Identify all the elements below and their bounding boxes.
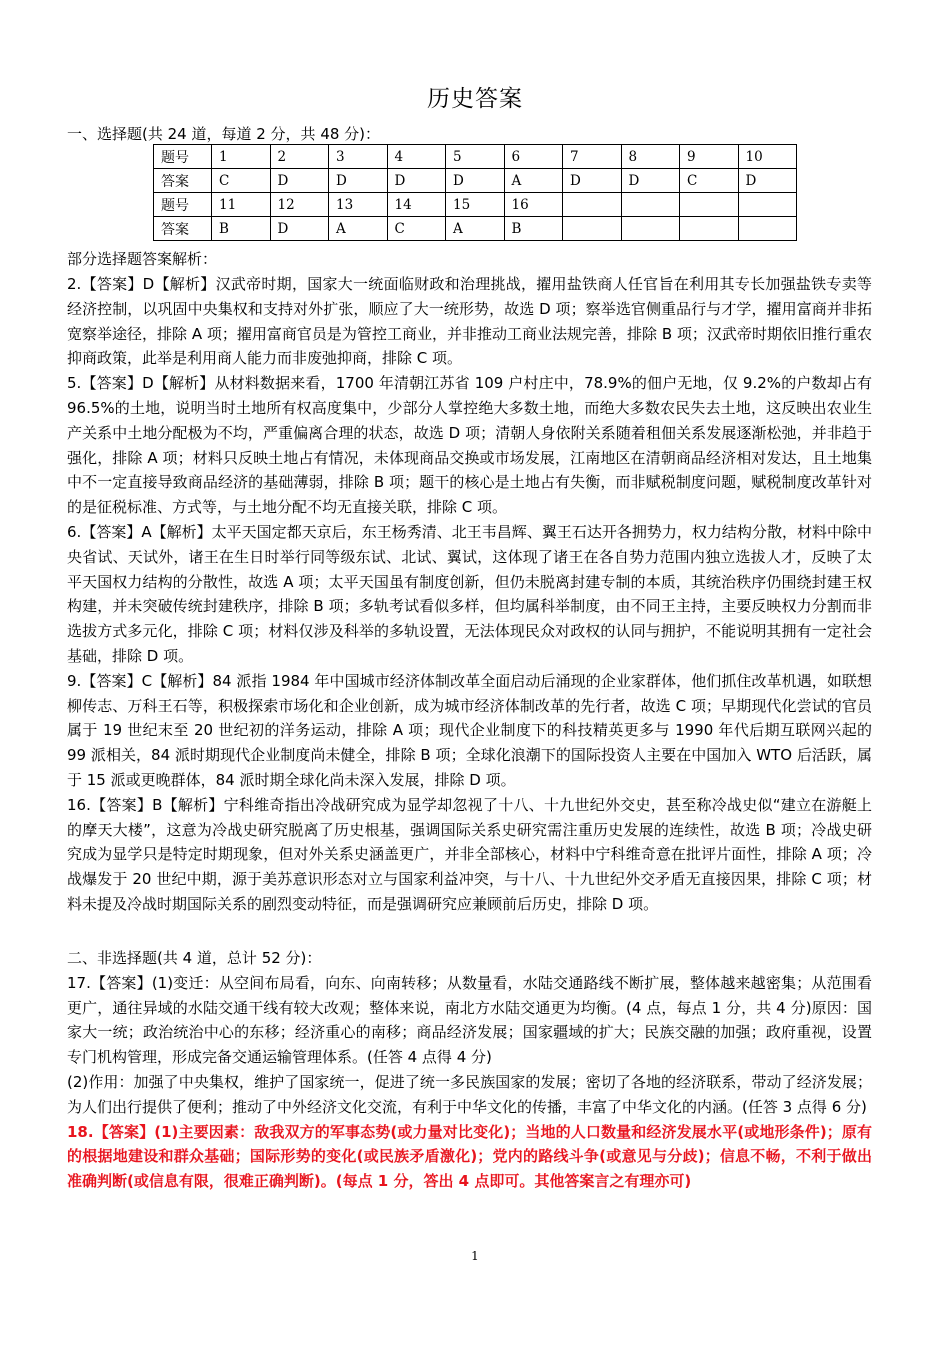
answer-table-cell: D (270, 217, 329, 241)
answer-table-cell (738, 217, 797, 241)
answer-table-cell (680, 217, 739, 241)
answer-table-cell (563, 217, 622, 241)
answer-table-cell: B (212, 217, 271, 241)
answer-table-cell: 15 (446, 193, 505, 217)
answer-table-cell: A (446, 217, 505, 241)
answer-table-cell: 6 (504, 145, 563, 169)
answer-table-row-label: 答案 (154, 217, 212, 241)
analysis-q5: 5.【答案】D【解析】从材料数据来看，1700 年清朝江苏省 109 户村庄中，78.9%的佃户无地，仅 9.2%的户数却占有 96.5%的土地，说明当时土地所有权高度集中，少部分人掌控绝大多数土地，而绝大多数农民失去土地，这反映出农业生产关系中土地分配极为不均，严重偏离合理的状态，故选 D 项；清朝人身依附关系随着租佃关系发展逐渐松弛，并非趋于强化，排除 A 项；材料只反映土地占有情况，未体现商品交换或市场发展，江南地区在清朝商品经济相对发达，且土地集中不一定直接导致商品经济的基础薄弱，排除 B 项；题干的核心是土地占有失衡，而非赋税制度问题，赋税制度改革针对的是征税标准、方式等，与土地分配不均无直接关联，排除 C 项。 (67, 374, 872, 517)
answer-table-row (154, 193, 797, 217)
answer-table-cell (563, 193, 622, 217)
answer-table-cell: 9 (680, 145, 739, 169)
section2-heading: 二、非选择题(共 4 道，总计 52 分)： (67, 949, 322, 967)
answer-table-cell (738, 193, 797, 217)
answer-table-cell: 7 (563, 145, 622, 169)
analysis-heading: 部分选择题答案解析： (67, 250, 218, 268)
answer-table-cell: 11 (212, 193, 271, 217)
answer-table (153, 144, 797, 241)
answer-table-cell: 12 (270, 193, 329, 217)
answer-table-cell: 8 (621, 145, 680, 169)
answer-table-cell: B (504, 217, 563, 241)
analysis-q16: 16.【答案】B【解析】宁科维奇指出冷战研究成为显学却忽视了十八、十九世纪外交史，甚至称冷战史似“建立在游艇上的摩天大楼”，这意为冷战史研究脱离了历史根基，强调国际关系史研究需注重历史发展的连续性，故选 B 项；冷战史研究成为显学只是特定时期现象，但对外关系史涵盖更广，并非全部核心，材料中宁科维奇意在批评片面性，排除 A 项；冷战爆发于 20 世纪中期，源于美苏意识形态对立与国家利益冲突，与十八、十九世纪外交矛盾无直接因果，排除 C 项；材料未提及冷战时期国际关系的剧烈变动特征，而是强调研究应兼顾前后历史，排除 D 项。 (67, 795, 872, 913)
answer-q18: 18.【答案】(1)主要因素：敌我双方的军事态势(或力量对比变化)；当地的人口数量和经济发展水平(或地形条件)；原有的根据地建设和群众基础；国际形势的变化(或民族矛盾激化)；党内的路线斗争(或意见与分歧)；信息不畅，不利于做出准确判断(或信息有限，很难正确判断)。(每点 1 分，答出 4 点即可。其他答案言之有理亦可) (67, 1122, 872, 1191)
answer-table-cell: D (563, 169, 622, 193)
answer-table-cell: 5 (446, 145, 505, 169)
answer-q17-part2: (2)作用：加强了中央集权，维护了国家统一，促进了统一多民族国家的发展；密切了各地的经济联系，带动了经济发展；为人们出行提供了便利；推动了中外经济文化交流，有利于中华文化的传播，丰富了中华文化的内涵。(任答 3 点得 6 分) (67, 1072, 872, 1116)
answer-table-row-label: 答案 (154, 169, 212, 193)
answer-table-cell: C (680, 169, 739, 193)
answer-table-row (154, 145, 797, 169)
answer-table-cell: 14 (387, 193, 446, 217)
analysis-q9: 9.【答案】C【解析】84 派指 1984 年中国城市经济体制改革全面启动后涌现的企业家群体，他们抓住改革机遇，如联想柳传志、万科王石等，积极探索市场化和企业创新，成为城市经济体制改革的先行者，故选 C 项；早期现代化尝试的官员属于 19 世纪末至 20 世纪初的洋务运动，排除 A 项；现代企业制度下的科技精英更多与 1990 年代后期互联网兴起的 99 派相关，84 派时期现代企业制度尚未健全，排除 B 项；全球化浪潮下的国际投资人主要在中国加入 WTO 后活跃，属于 15 派或更晚群体，84 派时期全球化尚未深入发展，排除 D 项。 (67, 671, 872, 789)
answer-table-cell: D (621, 169, 680, 193)
answer-table-row (154, 217, 797, 241)
answer-table-cell: C (387, 217, 446, 241)
answer-table-cell: 16 (504, 193, 563, 217)
answer-table-cell: D (446, 169, 505, 193)
answer-table-cell: 2 (270, 145, 329, 169)
answer-table-row-label: 题号 (154, 145, 212, 169)
answer-table-cell: A (504, 169, 563, 193)
answer-table-cell: 4 (387, 145, 446, 169)
answer-table-cell (621, 193, 680, 217)
answer-table-cell: D (329, 169, 388, 193)
section1-heading: 一、选择题(共 24 道，每道 2 分，共 48 分)： (67, 125, 381, 143)
answer-table-cell: 10 (738, 145, 797, 169)
answer-table-row (154, 169, 797, 193)
answer-table-cell: D (738, 169, 797, 193)
answer-table-cell: 1 (212, 145, 271, 169)
answer-table-cell: A (329, 217, 388, 241)
page-number: 1 (471, 1249, 479, 1263)
answer-table-cell: C (212, 169, 271, 193)
answer-table-cell: D (270, 169, 329, 193)
answer-table-cell (680, 193, 739, 217)
answer-table-cell: D (387, 169, 446, 193)
analysis-block (67, 272, 872, 917)
answer-table-cell: 3 (329, 145, 388, 169)
answer-q17-part1: 17.【答案】(1)变迁：从空间布局看，向东、向南转移；从数量看，水陆交通路线不断扩展，整体越来越密集；从范围看更广，通往异域的水陆交通干线有较大改观；整体来说，南北方水陆交通更为均衡。(4 点，每点 1 分，共 4 分)原因：国家大一统；政治统治中心的东移；经济重心的南移；商品经济发展；国家疆域的扩大；民族交融的加强；政府重视，设置专门机构管理，形成完备交通运输管理体系。(任答 4 点得 4 分) (67, 973, 872, 1067)
answer-table-cell: 13 (329, 193, 388, 217)
answer-table-cell (621, 217, 680, 241)
analysis-q6: 6.【答案】A【解析】太平天国定都天京后，东王杨秀清、北王韦昌辉、翼王石达开各拥势力，权力结构分散，材料中除中央省试、天试外，诸王在生日时举行同等级东试、北试、翼试，这体现了诸王在各自势力范围内独立选拔人才，反映了太平天国权力结构的分散性，故选 A 项；太平天国虽有制度创新，但仍未脱离封建专制的本质，其统治秩序仍围绕封建王权构建，并未突破传统封建秩序，排除 B 项；多轨考试看似多样，但均属科举制度，由不同王主持，主要反映权力分割而非选拔方式多元化，排除 C 项；材料仅涉及科举的多轨设置，无法体现民众对政权的认同与拥护，不能说明其拥有一定社会基础，排除 D 项。 (67, 522, 872, 665)
analysis-q2: 2.【答案】D【解析】汉武帝时期，国家大一统面临财政和治理挑战，擢用盐铁商人任官旨在利用其专长加强盐铁专卖等经济控制，以巩固中央集权和支持对外扩张，顺应了大一统形势，故选 D 项；察举选官侧重品行与才学，擢用富商并非拓宽察举途径，排除 A 项；擢用富商官员是为管控工商业，并非推动工商业法规完善，排除 B 项；汉武帝时期依旧推行重农抑商政策，此举是利用商人能力而非废弛抑商，排除 C 项。 (67, 275, 872, 368)
document-title: 历史答案 (427, 86, 523, 112)
answer-table-row-label: 题号 (154, 193, 212, 217)
section2-block (67, 946, 872, 1194)
